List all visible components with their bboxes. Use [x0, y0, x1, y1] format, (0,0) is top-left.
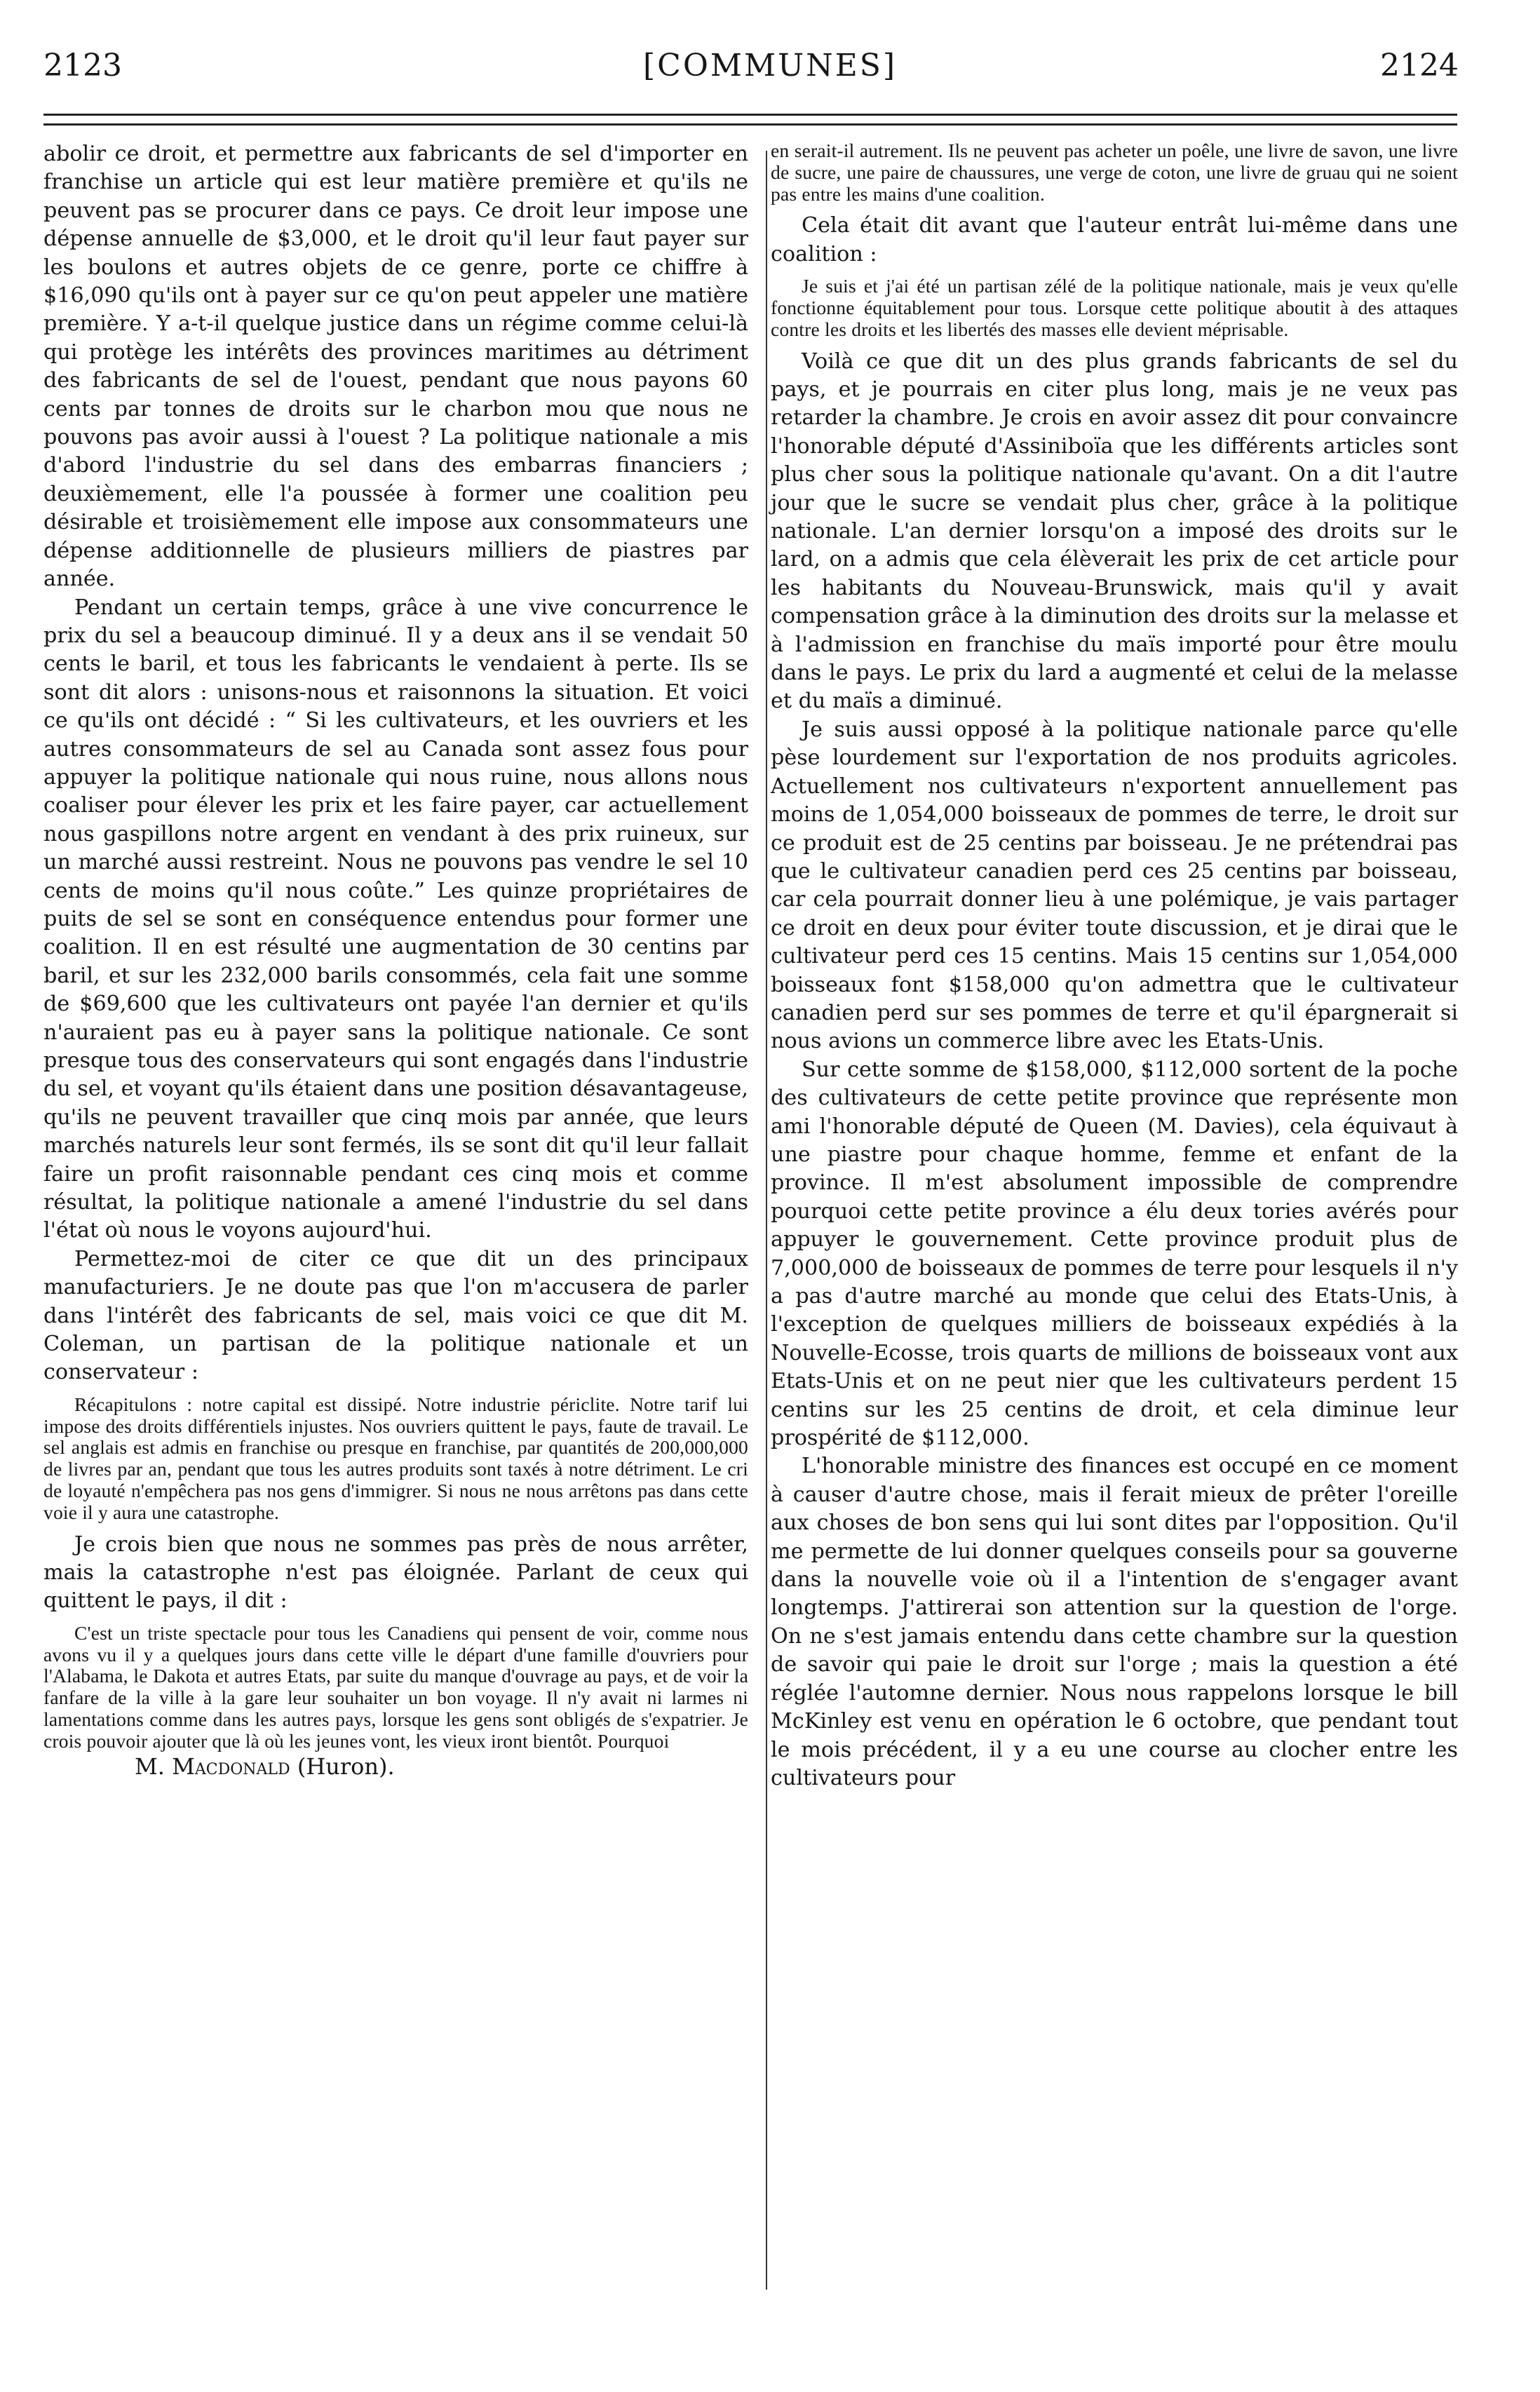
block-quote: C'est un triste spectacle pour tous les Canadiens qui pensent de voir, comme nous avons vu il y a quelques jours dans cette ville le départ d'une famille d'ouvriers pour l'Alabama, le Dakota et autres Etats, par suite du manque d'ouvrage au pays, et de voir la fanfare de la ville à la gare leur souhaiter un bon voyage. Il n'y avait ni larmes ni lamentations comme dans les autres pays, lorsque les gens sont obligés de s'expatrier. Je crois pouvoir ajouter que là où les jeunes vont, les vieux iront bientôt. Pourquoi — [43, 1621, 748, 1752]
paragraph: Je suis aussi opposé à la politique nationale parce qu'elle pèse lourdement sur l'exportation de nos produits agricoles. Actuellement nos cultivateurs n'exportent annuellement pas moins de 1,054,000 boisseaux de pommes de terre, le droit sur ce produit est de 25 centins par boisseau. Je ne prétendrai pas que le cultivateur canadien perd ces 25 centins par boisseau, car cela pourrait donner lieu à une polémique, je vais partager ce droit en deux pour éviter toute discussion, et je dirai que le cultivateur perd ces 15 centins. Mais 15 centins sur 1,054,000 boisseaux font $158,000 qu'on admettra que le cultivateur canadien perd sur ses pommes de terre et qu'il épargnerait si nous avions un commerce libre avec les Etats-Unis. — [771, 717, 1458, 1054]
page-header — [0, 34, 1540, 97]
running-title: [COMMUNES] — [642, 48, 898, 83]
paragraph: Cela était dit avant que l'auteur entrât lui-même dans une coalition : — [771, 213, 1458, 266]
block-quote: Récapitulons : notre capital est dissipé. Notre industrie périclite. Notre tarif lui impose des droits différentiels injustes. Nos ouvriers quittent le pays, faute de travail. Le sel anglais est admis en franchise ou presque en franchise, par quantités de 200,000,000 de livres par an, pendant que tous les autres produits sont taxés à notre détriment. Le cri de loyauté n'empêchera pas nos gens d'immigrer. Si nous ne nous arrêtons pas dans cette voie il y aura une catastrophe. — [43, 1393, 748, 1523]
right-column — [771, 140, 1458, 1792]
speaker-riding: (Huron). — [297, 1752, 395, 1780]
left-column — [43, 140, 748, 1781]
paragraph: L'honorable ministre des finances est occupé en ce moment à causer d'autre chose, mais il ferait mieux de prêter l'oreille aux choses de bon sens qui lui sont dites par l'opposition. Qu'il me permette de lui donner quelques conseils pour sa gouverne dans la nouvelle voie où il a l'intention de s'engager avant longtemps. J'attirerai son attention sur la question de l'orge. On ne s'est jamais entendu dans cette chambre sur la question de savoir qui paie le droit sur l'orge ; mais la question a été réglée l'automne dernier. Nous nous rappelons lorsque le bill McKinley est venu en opération le 6 octobre, que pendant tout le mois précédent, il y a eu une course au clocher entre les cultivateurs pour — [771, 1454, 1458, 1790]
paragraph: Pendant un certain temps, grâce à une vive concurrence le prix du sel a beaucoup diminué. Il y a deux ans il se vendait 50 cents le baril, et tous les fabricants le vendaient à perte. Ils se sont dit alors : unisons-nous et raisonnons la situation. Et voici ce qu'ils ont décidé : “ Si les cultivateurs, et les ouvriers et les autres consommateurs de sel au Canada sont assez fous pour appuyer la politique nationale qui nous ruine, nous allons nous coaliser pour élever les prix et les faire payer, car actuellement nous gaspillons notre argent en vendant à des prix ruineux, sur un marché aussi restreint. Nous ne pouvons pas vendre le sel 10 cents de moins qu'il nous coûte.” Les quinze propriétaires de puits de sel se sont en conséquence entendus pour former une coalition. Il en est résulté une augmentation de 30 centins par baril, et sur les 232,000 barils consommés, cela fait une somme de $69,600 que les cultivateurs ont payée l'an dernier et qu'ils n'auraient pas eu à payer sans la politique nationale. Ce sont presque tous des conservateurs qui sont engagés dans l'industrie du sel, et voyant qu'ils étaient dans une position désavantageuse, qu'ils ne peuvent travailler que cinq mois par année, que leurs marchés naturels leur sont fermés, ils se sont dit qu'il leur fallait faire un profit raisonnable pendant ces cinq mois et comme résultat, la politique nationale a amené l'industrie du sel dans l'état où nous le voyons aujourd'hui. — [43, 595, 748, 1243]
speaker-signature — [135, 1752, 748, 1781]
block-quote: en serait-il autrement. Ils ne peuvent pas acheter un poêle, une livre de savon, une livre de sucre, une paire de chaussures, une verge de coton, une livre de gruau qui ne soient pas entre les mains d'une coalition. — [771, 140, 1458, 205]
header-rule-top — [43, 114, 1457, 116]
paragraph: Sur cette somme de $158,000, $112,000 sortent de la poche des cultivateurs de cette petite province que représente mon ami l'honorable député de Queen (M. Davies), cela équivaut à une piastre pour chaque homme, femme et enfant de la province. Il m'est absolument impossible de comprendre pourquoi cette petite province a élu deux tories avérés pour appuyer le gouvernement. Cette province produit plus de 7,000,000 de boisseaux de pommes de terre pour lesquels il n'y a pas d'autre marché au monde que celui des Etats-Unis, à l'exception de quelques milliers de boisseaux expédiés à la Nouvelle-Ecosse, trois quarts de millions de boisseaux vont aux Etats-Unis et on ne peut nier que les cultivateurs perdent 15 centins sur les 25 centins de droit, et cela diminue leur prospérité de $112,000. — [771, 1057, 1458, 1451]
column-divider — [766, 151, 767, 2290]
page-number-left: 2123 — [43, 48, 122, 83]
header-rule-bottom — [43, 123, 1457, 126]
paragraph: Voilà ce que dit un des plus grands fabricants de sel du pays, et je pourrais en citer plus long, mais je ne veux pas retarder la chambre. Je crois en avoir assez dit pour convaincre l'honorable député d'Assiniboïa que les différents articles sont plus cher sous la politique nationale qu'avant. On a dit l'autre jour que le sucre se vendait plus cher, grâce à la politique nationale. L'an dernier lorsqu'on a imposé des droits sur le lard, on a admis que cela élèverait les prix de cet article pour les habitants du Nouveau-Brunswick, mais qu'il y avait compensation grâce à la diminution des droits sur la melasse et à l'admission en franchise du maïs importé pour être moulu dans le pays. Le prix du lard a augmenté et celui de la melasse et du maïs a diminué. — [771, 349, 1458, 714]
paragraph: Je crois bien que nous ne sommes pas près de nous arrêter, mais la catastrophe n'est pas éloignée. Parlant de ceux qui quittent le pays, il dit : — [43, 1532, 748, 1614]
block-quote: Je suis et j'ai été un partisan zélé de la politique nationale, mais je veux qu'elle fonctionne équitablement pour tous. Lorsque cette politique aboutit à des attaques contre les droits et les libertés des masses elle devient méprisable. — [771, 275, 1458, 340]
speaker-name: M. Macdonald — [135, 1752, 290, 1780]
paragraph: abolir ce droit, et permettre aux fabricants de sel d'importer en franchise un article qui est leur matière première et qu'ils ne peuvent pas se procurer dans ce pays. Ce droit leur impose une dépense annuelle de $3,000, et le droit qu'il leur faut payer sur les boulons et autres objets de ce genre, porte ce chiffre à $16,090 qu'ils ont à payer sur ce qu'on peut appeler une matière première. Y a-t-il quelque justice dans un régime comme celui-là qui protège les intérêts des provinces maritimes au détriment des fabricants de sel de l'ouest, pendant que nous payons 60 cents par tonnes de droits sur le charbon mou que nous ne pouvons pas avoir aussi à l'ouest ? La politique nationale a mis d'abord l'industrie du sel dans des embarras financiers ; deuxièmement, elle l'a poussée à former une coalition peu désirable et troisièmement elle impose aux consommateurs une dépense additionnelle de plusieurs milliers de piastres par année. — [43, 142, 748, 592]
page-number-right: 2124 — [1380, 48, 1459, 83]
paragraph: Permettez-moi de citer ce que dit un des principaux manufacturiers. Je ne doute pas que l'on m'accusera de parler dans l'intérêt des fabricants de sel, mais voici ce que dit M. Coleman, un partisan de la politique nationale et un conservateur : — [43, 1246, 748, 1385]
